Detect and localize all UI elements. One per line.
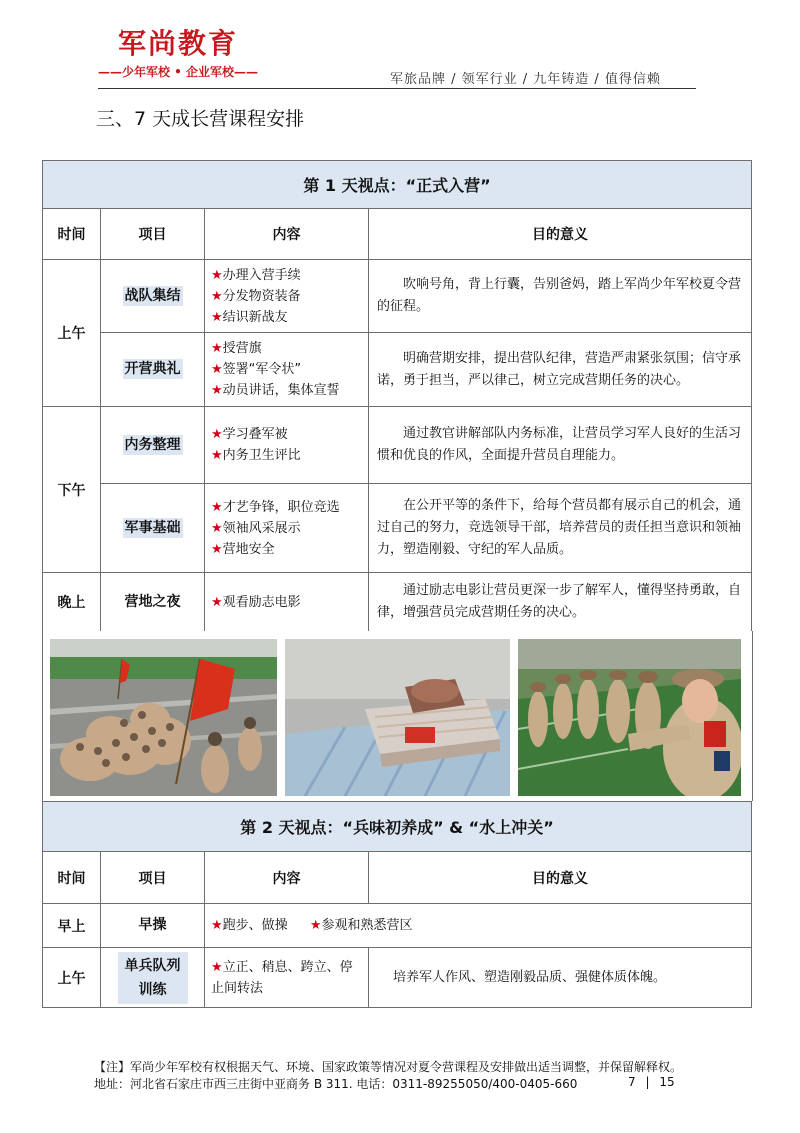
star-icon: ★ (211, 959, 223, 975)
day2-title: 第 2 天视点：“兵味初养成” & “水上冲关” (43, 802, 752, 852)
day1-title: 第 1 天视点：“正式入营” (43, 161, 752, 209)
page-total: 15 (659, 1075, 675, 1089)
table-row (43, 260, 752, 333)
content-item: ★办理入营手续 (211, 267, 301, 283)
project-name: 营地之夜 (124, 593, 181, 610)
day1-schedule-table (42, 160, 752, 632)
col-header-content: 内容 (205, 209, 369, 260)
star-icon: ★ (211, 499, 223, 515)
content-item: ★签署“军令状” (211, 362, 302, 377)
table-row (43, 948, 752, 1008)
content-item: ★营地安全 (211, 541, 275, 557)
period-early-morning: 早上 (43, 904, 101, 948)
content-item: ★内务卫生评比 (211, 448, 301, 463)
purpose-cell: 在公开平等的条件下，给每个营员都有展示自己的机会，通过自己的努力，竞选领导干部，培养营员的责任担当意识和领袖力，塑造刚毅、守纪的军人品质。 (369, 484, 752, 573)
project-cell (101, 573, 205, 632)
page-number (628, 1075, 675, 1089)
project-name: 军事基础 (124, 519, 181, 536)
col-header-purpose: 目的意义 (369, 852, 752, 904)
star-icon: ★ (211, 267, 223, 283)
table-row (43, 407, 752, 484)
purpose-cell: 明确营期安排，提出营队纪律，营造严肃紧张氛围；信守承诺，勇于担当，严以律己，树立完成营期任务的决心。 (369, 333, 752, 407)
table-row (43, 333, 752, 407)
purpose-cell: 通过励志电影让营员更深一步了解军人，懂得坚持勇敢，自律，增强营员完成营期任务的决心。 (369, 573, 752, 632)
project-name: 开营典礼 (124, 361, 181, 378)
project-cell (101, 484, 205, 573)
section-title: 三、7 天成长营课程安排 (96, 108, 305, 130)
photo-folded-quilt (285, 639, 510, 796)
star-icon: ★ (211, 362, 223, 377)
project-cell (101, 948, 205, 1008)
content-cell (205, 260, 369, 333)
content-item: ★学习叠军被 (211, 427, 288, 442)
content-item: ★跑步、做操 (211, 918, 288, 933)
content-item: ★才艺争锋，职位竞选 (211, 499, 340, 515)
project-name: 早操 (138, 917, 167, 934)
purpose-cell: 通过教官讲解部队内务标准，让营员学习军人良好的生活习惯和优良的作风，全面提升营员自理能力。 (369, 407, 752, 484)
table-row (43, 484, 752, 573)
star-icon: ★ (211, 541, 223, 557)
project-cell (101, 904, 205, 948)
content-item: ★领袖风采展示 (211, 520, 301, 536)
period-evening: 晚上 (43, 573, 101, 632)
star-icon: ★ (211, 383, 223, 398)
logo-subtitle: ——少年军校 • 企业军校—— (98, 65, 259, 79)
star-icon: ★ (211, 427, 223, 442)
content-item: ★授营旗 (211, 341, 262, 356)
star-icon: ★ (211, 918, 223, 933)
content-cell (205, 407, 369, 484)
project-name: 战队集结 (124, 287, 181, 304)
table-row (43, 573, 752, 632)
content-item: ★参观和熟悉营区 (309, 918, 413, 933)
logo-title: 军尚教育 (118, 27, 239, 60)
photo-drill-training (518, 639, 741, 796)
project-name: 单兵队列训练 (118, 952, 188, 1004)
star-icon: ★ (211, 594, 223, 610)
photo-marching-troop (50, 639, 277, 796)
project-cell (101, 333, 205, 407)
content-item: ★结识新战友 (211, 309, 288, 325)
content-item: ★观看励志电影 (211, 594, 301, 610)
project-cell (101, 260, 205, 333)
star-icon: ★ (211, 309, 223, 325)
col-header-purpose: 目的意义 (369, 209, 752, 260)
content-cell (205, 948, 369, 1008)
footer-note: 【注】军尚少年军校有权根据天气、环境、国家政策等情况对夏令营课程及安排做出适当调整，并保留解释权。 (94, 1060, 683, 1074)
col-header-time: 时间 (43, 852, 101, 904)
page-current: 7 (628, 1075, 636, 1089)
header-divider (98, 88, 696, 89)
project-name: 内务整理 (124, 436, 181, 453)
content-cell (205, 333, 369, 407)
project-cell (101, 407, 205, 484)
purpose-cell: 吹响号角，背上行囊，告别爸妈，踏上军尚少年军校夏令营的征程。 (369, 260, 752, 333)
table-row (43, 904, 752, 948)
star-icon: ★ (211, 341, 223, 356)
star-icon: ★ (211, 448, 223, 463)
col-header-project: 项目 (101, 209, 205, 260)
star-icon: ★ (309, 918, 322, 933)
period-morning: 上午 (43, 260, 101, 407)
purpose-cell: 培养军人作风、塑造刚毅品质、强健体质体魄。 (369, 948, 752, 1008)
content-item: ★动员讲话，集体宣誓 (211, 383, 340, 398)
col-header-project: 项目 (101, 852, 205, 904)
day2-schedule-table (42, 801, 752, 1008)
content-item: ★立正、稍息、跨立、停止间转法 (211, 959, 353, 996)
content-cell (205, 573, 369, 632)
col-header-time: 时间 (43, 209, 101, 260)
content-cell (205, 484, 369, 573)
period-afternoon: 下午 (43, 407, 101, 573)
header-slogan: 军旅品牌 / 领军行业 / 九年铸造 / 值得信赖 (390, 72, 661, 87)
star-icon: ★ (211, 520, 223, 536)
period-morning: 上午 (43, 948, 101, 1008)
footer-address: 地址：河北省石家庄市西三庄街中亚商务 B 311. 电话：0311-89255050/400-0405-660 (94, 1077, 578, 1091)
content-item: ★分发物资装备 (211, 288, 301, 304)
col-header-content: 内容 (205, 852, 369, 904)
page-separator: | (645, 1075, 650, 1089)
star-icon: ★ (211, 288, 223, 304)
content-cell (205, 904, 752, 948)
